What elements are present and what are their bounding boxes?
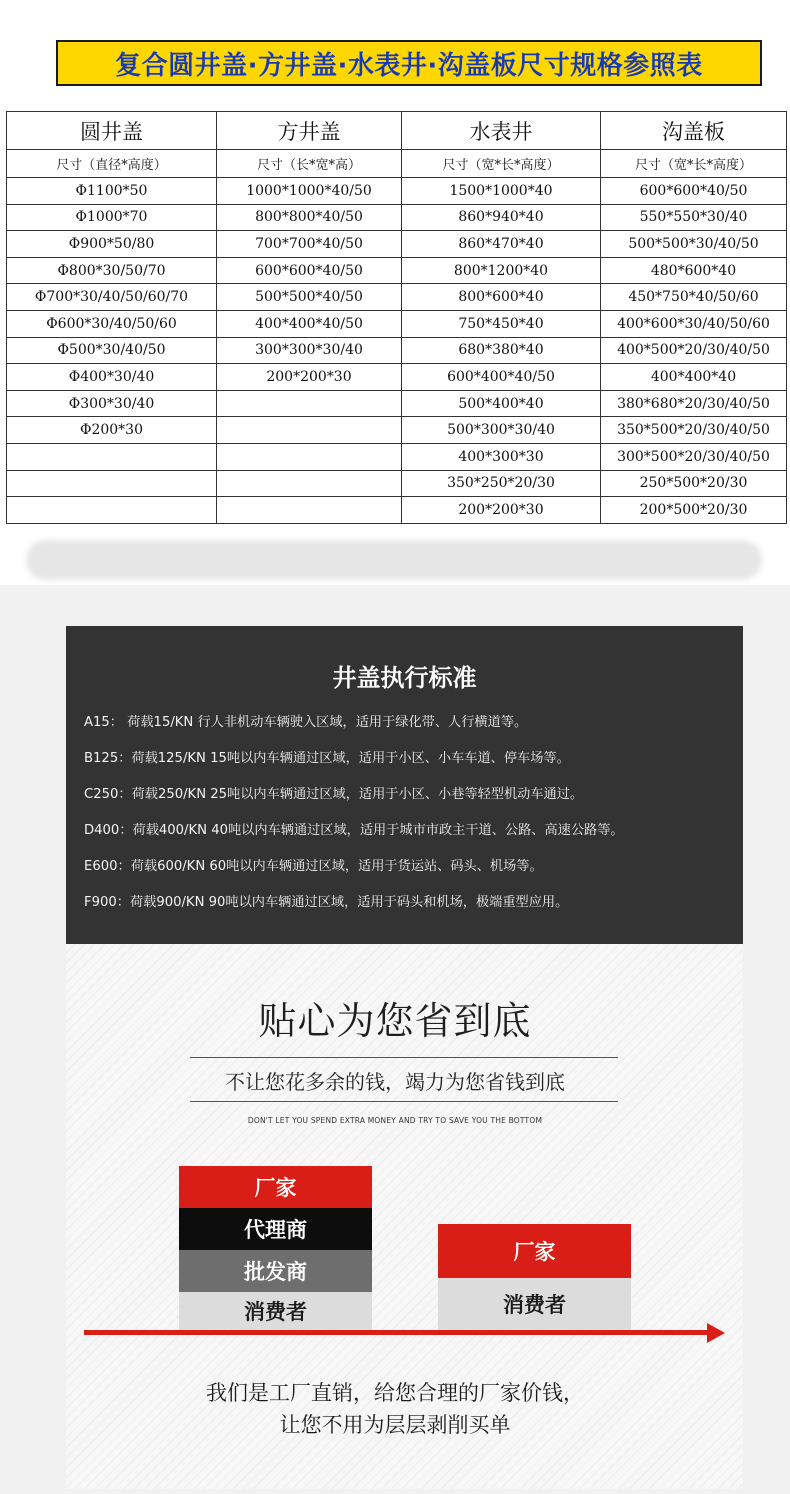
timeline-arrow-line xyxy=(84,1330,710,1335)
closing-line-1: 我们是工厂直销，给您合理的厂家价钱， xyxy=(206,1381,584,1405)
table-cell-round-cover xyxy=(7,470,217,497)
table-cell-meter-well: 1500*1000*40 xyxy=(402,178,601,205)
table-cell-trench-plate: 250*500*20/30 xyxy=(601,470,787,497)
table-cell-trench-plate: 200*500*20/30 xyxy=(601,497,787,524)
table-cell-square-cover xyxy=(217,497,402,524)
divider-bottom xyxy=(190,1101,618,1102)
table-cell-square-cover: 200*200*30 xyxy=(217,364,402,391)
arrow-right-icon xyxy=(707,1323,725,1343)
table-cell-square-cover: 400*400*40/50 xyxy=(217,310,402,337)
table-row xyxy=(7,204,787,231)
subheader-meter-well: 尺寸（宽*长*高度） xyxy=(402,150,601,178)
table-cell-round-cover: Φ400*30/40 xyxy=(7,364,217,391)
table-cell-square-cover: 700*700*40/50 xyxy=(217,231,402,258)
table-cell-meter-well: 860*940*40 xyxy=(402,204,601,231)
subheader-square-cover: 尺寸（长*宽*高） xyxy=(217,150,402,178)
standard-line-f900: F900：荷载900/KN 90吨以内车辆通过区域，适用于码头和机场，极端重型应用。 xyxy=(84,895,569,910)
table-subheader-row xyxy=(7,150,787,178)
table-cell-square-cover: 1000*1000*40/50 xyxy=(217,178,402,205)
table-cell-meter-well: 680*380*40 xyxy=(402,337,601,364)
table-cell-meter-well: 750*450*40 xyxy=(402,310,601,337)
table-cell-meter-well: 350*250*20/30 xyxy=(402,470,601,497)
table-cell-round-cover xyxy=(7,443,217,470)
table-cell-meter-well: 400*300*30 xyxy=(402,443,601,470)
standards-panel xyxy=(66,626,743,944)
table-row xyxy=(7,257,787,284)
savings-english-caption: DON'T LET YOU SPEND EXTRA MONEY AND TRY TO SAVE YOU THE BOTTOM xyxy=(247,1116,543,1125)
table-row xyxy=(7,497,787,524)
table-cell-square-cover: 500*500*40/50 xyxy=(217,284,402,311)
table-cell-round-cover xyxy=(7,497,217,524)
table-cell-square-cover: 600*600*40/50 xyxy=(217,257,402,284)
left-tier-wholesaler: 批发商 xyxy=(179,1250,372,1292)
subheader-round-cover: 尺寸（直径*高度） xyxy=(7,150,217,178)
table-cell-trench-plate: 400*400*40 xyxy=(601,364,787,391)
table-cell-trench-plate: 480*600*40 xyxy=(601,257,787,284)
table-cell-meter-well: 500*400*40 xyxy=(402,390,601,417)
table-row xyxy=(7,443,787,470)
table-cell-square-cover: 300*300*30/40 xyxy=(217,337,402,364)
table-row xyxy=(7,284,787,311)
table-row xyxy=(7,231,787,258)
table-row xyxy=(7,310,787,337)
table-cell-meter-well: 600*400*40/50 xyxy=(402,364,601,391)
blurred-strip xyxy=(26,540,762,580)
table-cell-meter-well: 800*1200*40 xyxy=(402,257,601,284)
table-row xyxy=(7,470,787,497)
header-meter-well: 水表井 xyxy=(402,112,601,150)
table-row xyxy=(7,390,787,417)
standard-line-e600: E600：荷载600/KN 60吨以内车辆通过区域，适用于货运站、码头、机场等。 xyxy=(84,859,543,874)
table-cell-trench-plate: 600*600*40/50 xyxy=(601,178,787,205)
table-cell-trench-plate: 400*600*30/40/50/60 xyxy=(601,310,787,337)
closing-line-2: 让您不用为层层剥削买单 xyxy=(279,1413,511,1437)
spec-table xyxy=(6,111,787,524)
header-trench-plate: 沟盖板 xyxy=(601,112,787,150)
table-cell-round-cover: Φ800*30/50/70 xyxy=(7,257,217,284)
table-row xyxy=(7,337,787,364)
standard-line-d400: D400：荷载400/KN 40吨以内车辆通过区域，适用于城市市政主干道、公路、高速公路等。 xyxy=(84,823,624,838)
table-cell-trench-plate: 500*500*30/40/50 xyxy=(601,231,787,258)
table-row xyxy=(7,417,787,444)
table-cell-trench-plate: 450*750*40/50/60 xyxy=(601,284,787,311)
header-round-cover: 圆井盖 xyxy=(7,112,217,150)
table-cell-meter-well: 800*600*40 xyxy=(402,284,601,311)
table-cell-square-cover xyxy=(217,417,402,444)
standard-line-b125: B125：荷载125/KN 15吨以内车辆通过区域，适用于小区、小车车道、停车场等。 xyxy=(84,751,570,766)
table-cell-square-cover: 800*800*40/50 xyxy=(217,204,402,231)
table-cell-trench-plate: 380*680*20/30/40/50 xyxy=(601,390,787,417)
page-title: 复合圆井盖·方井盖·水表井·沟盖板尺寸规格参照表 xyxy=(115,50,703,81)
table-cell-trench-plate: 300*500*20/30/40/50 xyxy=(601,443,787,470)
table-cell-square-cover xyxy=(217,390,402,417)
savings-subtitle: 不让您花多余的钱，竭力为您省钱到底 xyxy=(225,1070,565,1094)
table-cell-meter-well: 860*470*40 xyxy=(402,231,601,258)
table-cell-round-cover: Φ900*50/80 xyxy=(7,231,217,258)
header-square-cover: 方井盖 xyxy=(217,112,402,150)
left-tier-consumer: 消费者 xyxy=(179,1292,372,1330)
table-cell-trench-plate: 400*500*20/30/40/50 xyxy=(601,337,787,364)
table-cell-round-cover: Φ1000*70 xyxy=(7,204,217,231)
table-cell-round-cover: Φ700*30/40/50/60/70 xyxy=(7,284,217,311)
table-cell-round-cover: Φ300*30/40 xyxy=(7,390,217,417)
divider-top xyxy=(190,1057,618,1058)
table-cell-meter-well: 500*300*30/40 xyxy=(402,417,601,444)
table-row xyxy=(7,178,787,205)
table-cell-round-cover: Φ500*30/40/50 xyxy=(7,337,217,364)
table-cell-square-cover xyxy=(217,443,402,470)
title-banner xyxy=(56,40,762,86)
table-header-row xyxy=(7,112,787,150)
standard-line-a15: A15： 荷载15/KN 行人非机动车辆驶入区域，适用于绿化带、人行横道等。 xyxy=(84,715,528,730)
table-cell-round-cover: Φ1100*50 xyxy=(7,178,217,205)
table-cell-round-cover: Φ600*30/40/50/60 xyxy=(7,310,217,337)
table-cell-trench-plate: 550*550*30/40 xyxy=(601,204,787,231)
standards-title: 井盖执行标准 xyxy=(332,664,477,692)
table-cell-trench-plate: 350*500*20/30/40/50 xyxy=(601,417,787,444)
right-tier-consumer: 消费者 xyxy=(438,1278,631,1330)
standard-line-c250: C250：荷载250/KN 25吨以内车辆通过区域，适用于小区、小巷等轻型机动车通过。 xyxy=(84,787,584,802)
table-cell-meter-well: 200*200*30 xyxy=(402,497,601,524)
left-tier-agent: 代理商 xyxy=(179,1208,372,1250)
table-cell-square-cover xyxy=(217,470,402,497)
subheader-trench-plate: 尺寸（宽*长*高度） xyxy=(601,150,787,178)
table-row xyxy=(7,364,787,391)
table-cell-round-cover: Φ200*30 xyxy=(7,417,217,444)
right-tier-manufacturer: 厂家 xyxy=(438,1224,631,1278)
left-tier-manufacturer: 厂家 xyxy=(179,1166,372,1208)
savings-title: 贴心为您省到底 xyxy=(258,999,532,1043)
